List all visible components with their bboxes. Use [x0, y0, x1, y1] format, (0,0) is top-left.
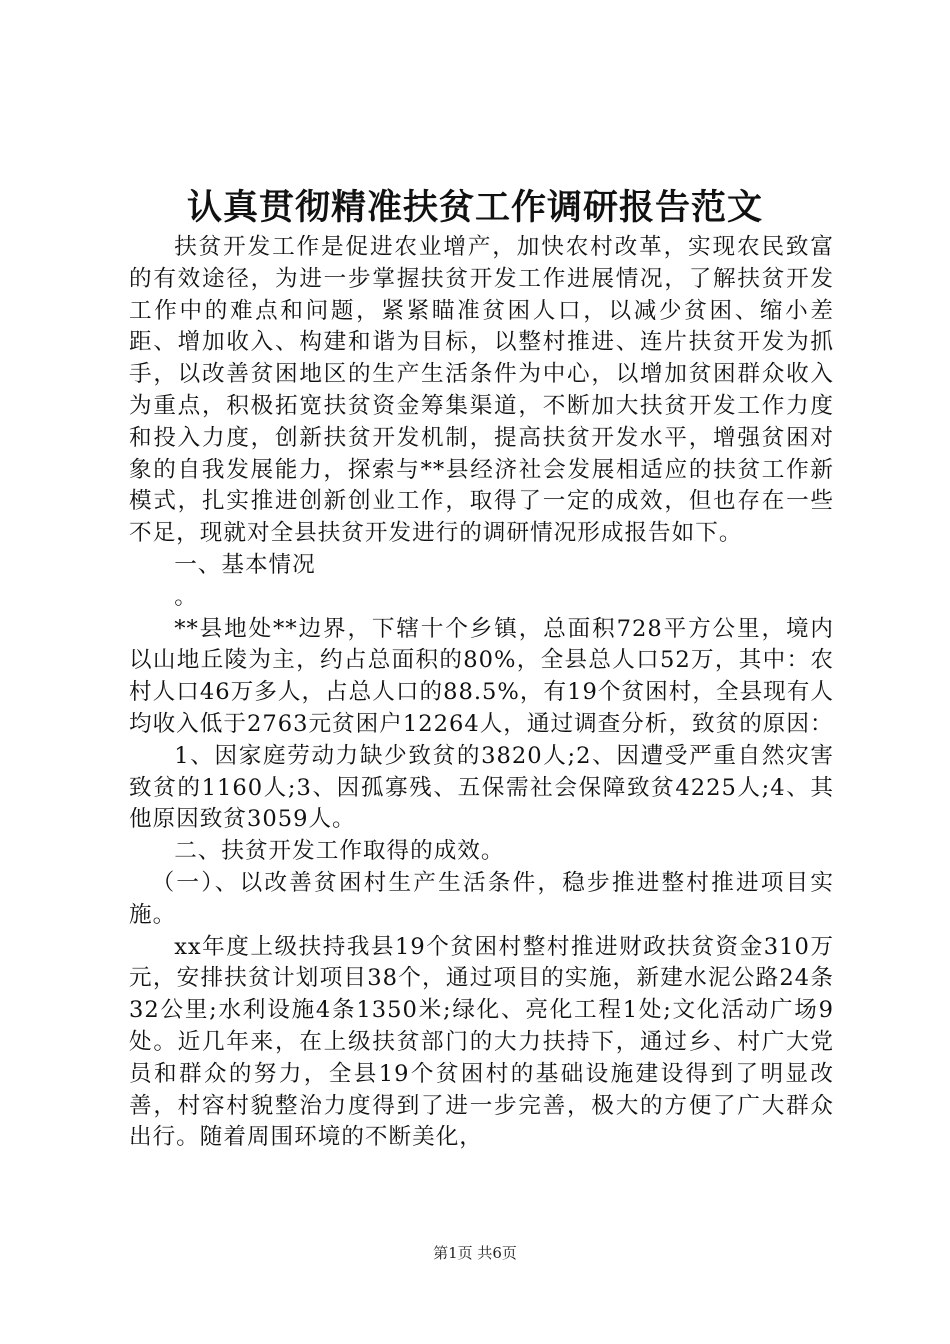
paragraph-period: 。 [174, 583, 198, 610]
page-footer: 第1页 共6页 [433, 1244, 517, 1262]
section-heading-basic-situation: 一、基本情况 [174, 551, 316, 578]
subsection-heading-one: （一）、以改善贫困村生产生活条件，稳步推进整村推进项目实施。 [129, 869, 834, 928]
paragraph-county-overview: **县地处**边界，下辖十个乡镇，总面积728平方公里，境内以山地丘陵为主，约占总面积的80%，全县总人口52万，其中：农村人口46万多人，占总人口的88.5%，有19个贫困村，全县现有人均收入低于2763元贫困户12264人，通过调查分析，致贫的原因： [129, 615, 834, 737]
paragraph-intro: 扶贫开发工作是促进农业增产，加快农村改革，实现农民致富的有效途径，为进一步掌握扶贫开发工作进展情况，了解扶贫开发工作中的难点和问题，紧紧瞄准贫困人口，以减少贫困、缩小差距、增加收入、构建和谐为目标，以整村推进、连片扶贫开发为抓手，以改善贫困地区的生产生活条件为中心，以增加贫困群众收入为重点，积极拓宽扶贫资金筹集渠道，不断加大扶贫开发工作力度和投入力度，创新扶贫开发机制，提高扶贫开发水平，增强贫困对象的自我发展能力，探索与**县经济社会发展相适应的扶贫工作新模式，扎实推进创新创业工作，取得了一定的成效，但也存在一些不足，现就对全县扶贫开发进行的调研情况形成报告如下。 [129, 234, 834, 547]
document-body [129, 232, 834, 1154]
paragraph-projects: xx年度上级扶持我县19个贫困村整村推进财政扶贫资金310万元，安排扶贫计划项目38个，通过项目的实施，新建水泥公路24条32公里;水利设施4条1350米;绿化、亮化工程1处;文化活动广场9处。近几年来，在上级扶贫部门的大力扶持下，通过乡、村广大党员和群众的努力，全县19个贫困村的基础设施建设得到了明显改善，村容村貌整治力度得到了进一步完善，极大的方便了广大群众出行。随着周围环境的不断美化， [129, 933, 834, 1151]
section-heading-achievements: 二、扶贫开发工作取得的成效。 [174, 838, 505, 865]
document-title: 认真贯彻精准扶贫工作调研报告范文 [186, 187, 763, 228]
paragraph-poverty-causes: 1、因家庭劳动力缺少致贫的3820人;2、因遭受严重自然灾害致贫的1160人;3、因孤寡残、五保需社会保障致贫4225人;4、其他原因致贫3059人。 [129, 742, 834, 833]
